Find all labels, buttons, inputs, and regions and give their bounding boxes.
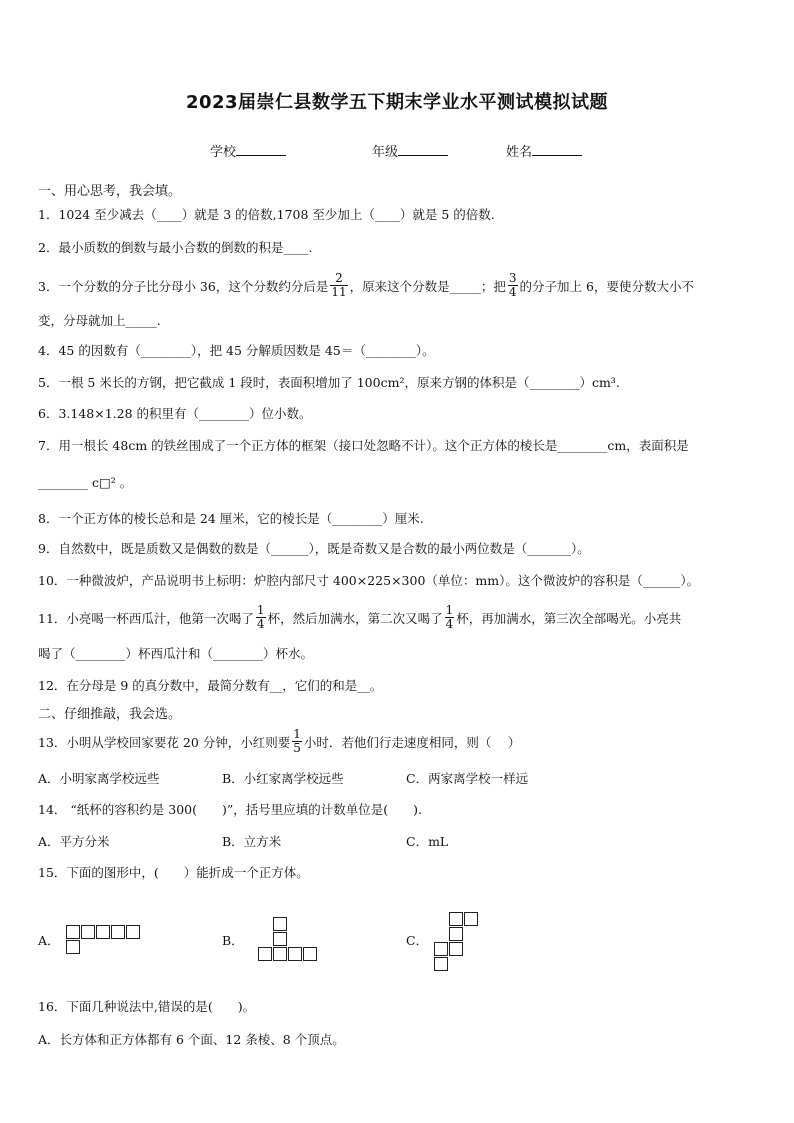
school-field[interactable] [210, 141, 286, 160]
fraction-1-4-second [445, 604, 455, 631]
question-16: 16．下面几种说法中,错误的是( )。 [38, 999, 256, 1014]
q13-option-a[interactable]: A．小明家离学校远些 [38, 771, 160, 786]
q13-option-b[interactable]: B．小红家离学校远些 [222, 771, 344, 786]
question-11-text-b: 杯，然后加满水，第二次又喝了 [267, 611, 443, 626]
question-11-continued: 喝了（________）杯西瓜汁和（________）杯水。 [38, 646, 314, 661]
q16-option-a[interactable]: A．长方体和正方体都有 6 个面、12 条棱、8 个顶点。 [38, 1032, 345, 1047]
question-6: 6．3.148×1.28 的积里有（________）位小数。 [38, 406, 312, 421]
question-2: 2．最小质数的倒数与最小合数的倒数的积是____. [38, 240, 313, 255]
fraction-numerator: 1 [256, 603, 265, 617]
question-12: 12．在分母是 9 的真分数中，最简分数有__，它们的和是__。 [38, 678, 383, 693]
fraction-1-5 [292, 728, 302, 755]
q13-option-c[interactable]: C．两家离学校一样远 [406, 771, 529, 786]
net-square [126, 925, 140, 939]
page-title: 2023届崇仁县数学五下期末学业水平测试模拟试题 [185, 92, 609, 113]
school-blank[interactable] [236, 143, 286, 156]
q15-option-b[interactable]: B． [222, 933, 244, 948]
question-14: 14． “纸杯的容积约是 300( )”，括号里应填的计数单位是( ). [38, 802, 422, 817]
grade-label: 年级 [372, 145, 399, 160]
q14-option-a[interactable]: A．平方分米 [38, 834, 110, 849]
fraction-denominator: 4 [256, 617, 265, 631]
question-8: 8．一个正方体的棱长总和是 24 厘米，它的棱长是（________）厘米. [38, 511, 424, 526]
net-square [111, 925, 125, 939]
q14-option-b[interactable]: B．立方米 [222, 834, 282, 849]
fraction-2-11 [330, 272, 347, 299]
question-13 [38, 727, 521, 757]
question-11 [38, 603, 682, 633]
question-13-text-a: 13．小明从学校回家要花 20 分钟，小红则要 [38, 735, 291, 750]
fraction-denominator: 4 [508, 285, 517, 299]
section2-heading: 二、仔细推敲，我会选。 [38, 707, 182, 722]
question-11-text-a: 11．小亮喝一杯西瓜汁，他第一次喝了 [38, 611, 254, 626]
fraction-denominator: 5 [293, 741, 301, 755]
net-square [449, 927, 463, 941]
question-3-continued: 变，分母就加上_____. [38, 313, 161, 328]
question-11-text-c: 杯，再加满水，第三次全部喝光。小亮共 [456, 611, 682, 626]
question-10: 10．一种微波炉，产品说明书上标明：炉腔内部尺寸 400×225×300（单位：mm）。这个微波炉的容积是（______）。 [38, 573, 700, 588]
fraction-1-4 [256, 604, 266, 631]
question-7: 7．用一根长 48cm 的铁丝围成了一个正方体的框架（接口处忽略不计）。这个正方体的棱长是________cm，表面积是 [38, 438, 689, 453]
question-4: 4．45 的因数有（________），把 45 分解质因数是 45＝（________）。 [38, 343, 435, 358]
net-square [303, 947, 317, 961]
question-3-text-c: 的分子加上 6，要使分数大小不 [519, 279, 694, 294]
question-9: 9．自然数中，既是质数又是偶数的数是（______），既是奇数又是合数的最小两位数是（_______）。 [38, 541, 590, 556]
net-square [66, 940, 80, 954]
net-square [66, 925, 80, 939]
question-5: 5．一根 5 米长的方钢，把它截成 1 段时，表面积增加了 100cm²，原来方钢的体积是（________）cm³. [38, 375, 620, 390]
question-13-text-b: 小时．若他们行走速度相同，则（ ） [303, 735, 521, 750]
fraction-numerator: 1 [445, 603, 454, 617]
net-square [434, 942, 448, 956]
net-square [96, 925, 110, 939]
fraction-numerator: 3 [508, 271, 517, 285]
q15-option-c[interactable]: C． [406, 933, 429, 948]
question-7-continued: ________ c□² 。 [38, 475, 133, 490]
net-square [288, 947, 302, 961]
net-square [434, 957, 448, 971]
fraction-numerator: 2 [330, 272, 347, 286]
question-3 [38, 271, 694, 301]
name-field[interactable] [506, 141, 582, 160]
net-square [464, 912, 478, 926]
name-blank[interactable] [532, 143, 582, 156]
net-square [449, 912, 463, 926]
net-square [449, 942, 463, 956]
net-square [273, 932, 287, 946]
question-3-text-b: ，原来这个分数是_____；把 [349, 279, 506, 294]
net-square [258, 947, 272, 961]
school-label: 学校 [210, 145, 237, 160]
fraction-denominator: 11 [331, 285, 347, 299]
net-square [273, 917, 287, 931]
fraction-numerator: 1 [293, 727, 301, 741]
fraction-3-4 [508, 272, 518, 299]
net-square [81, 925, 95, 939]
question-3-text-a: 3．一个分数的分子比分母小 36，这个分数约分后是 [38, 279, 329, 294]
name-label: 姓名 [506, 145, 533, 160]
question-1: 1．1024 至少减去（____）就是 3 的倍数,1708 至少加上（____）就是 5 的倍数. [38, 207, 495, 222]
section1-heading: 一、用心思考，我会填。 [38, 184, 182, 199]
net-square [273, 947, 287, 961]
question-15: 15．下面的图形中，( ）能折成一个正方体。 [38, 865, 309, 880]
q15-option-a[interactable]: A． [38, 933, 60, 948]
grade-field[interactable] [372, 141, 448, 160]
fraction-denominator: 4 [445, 617, 454, 631]
grade-blank[interactable] [398, 143, 448, 156]
q14-option-c[interactable]: C．mL [406, 834, 449, 849]
